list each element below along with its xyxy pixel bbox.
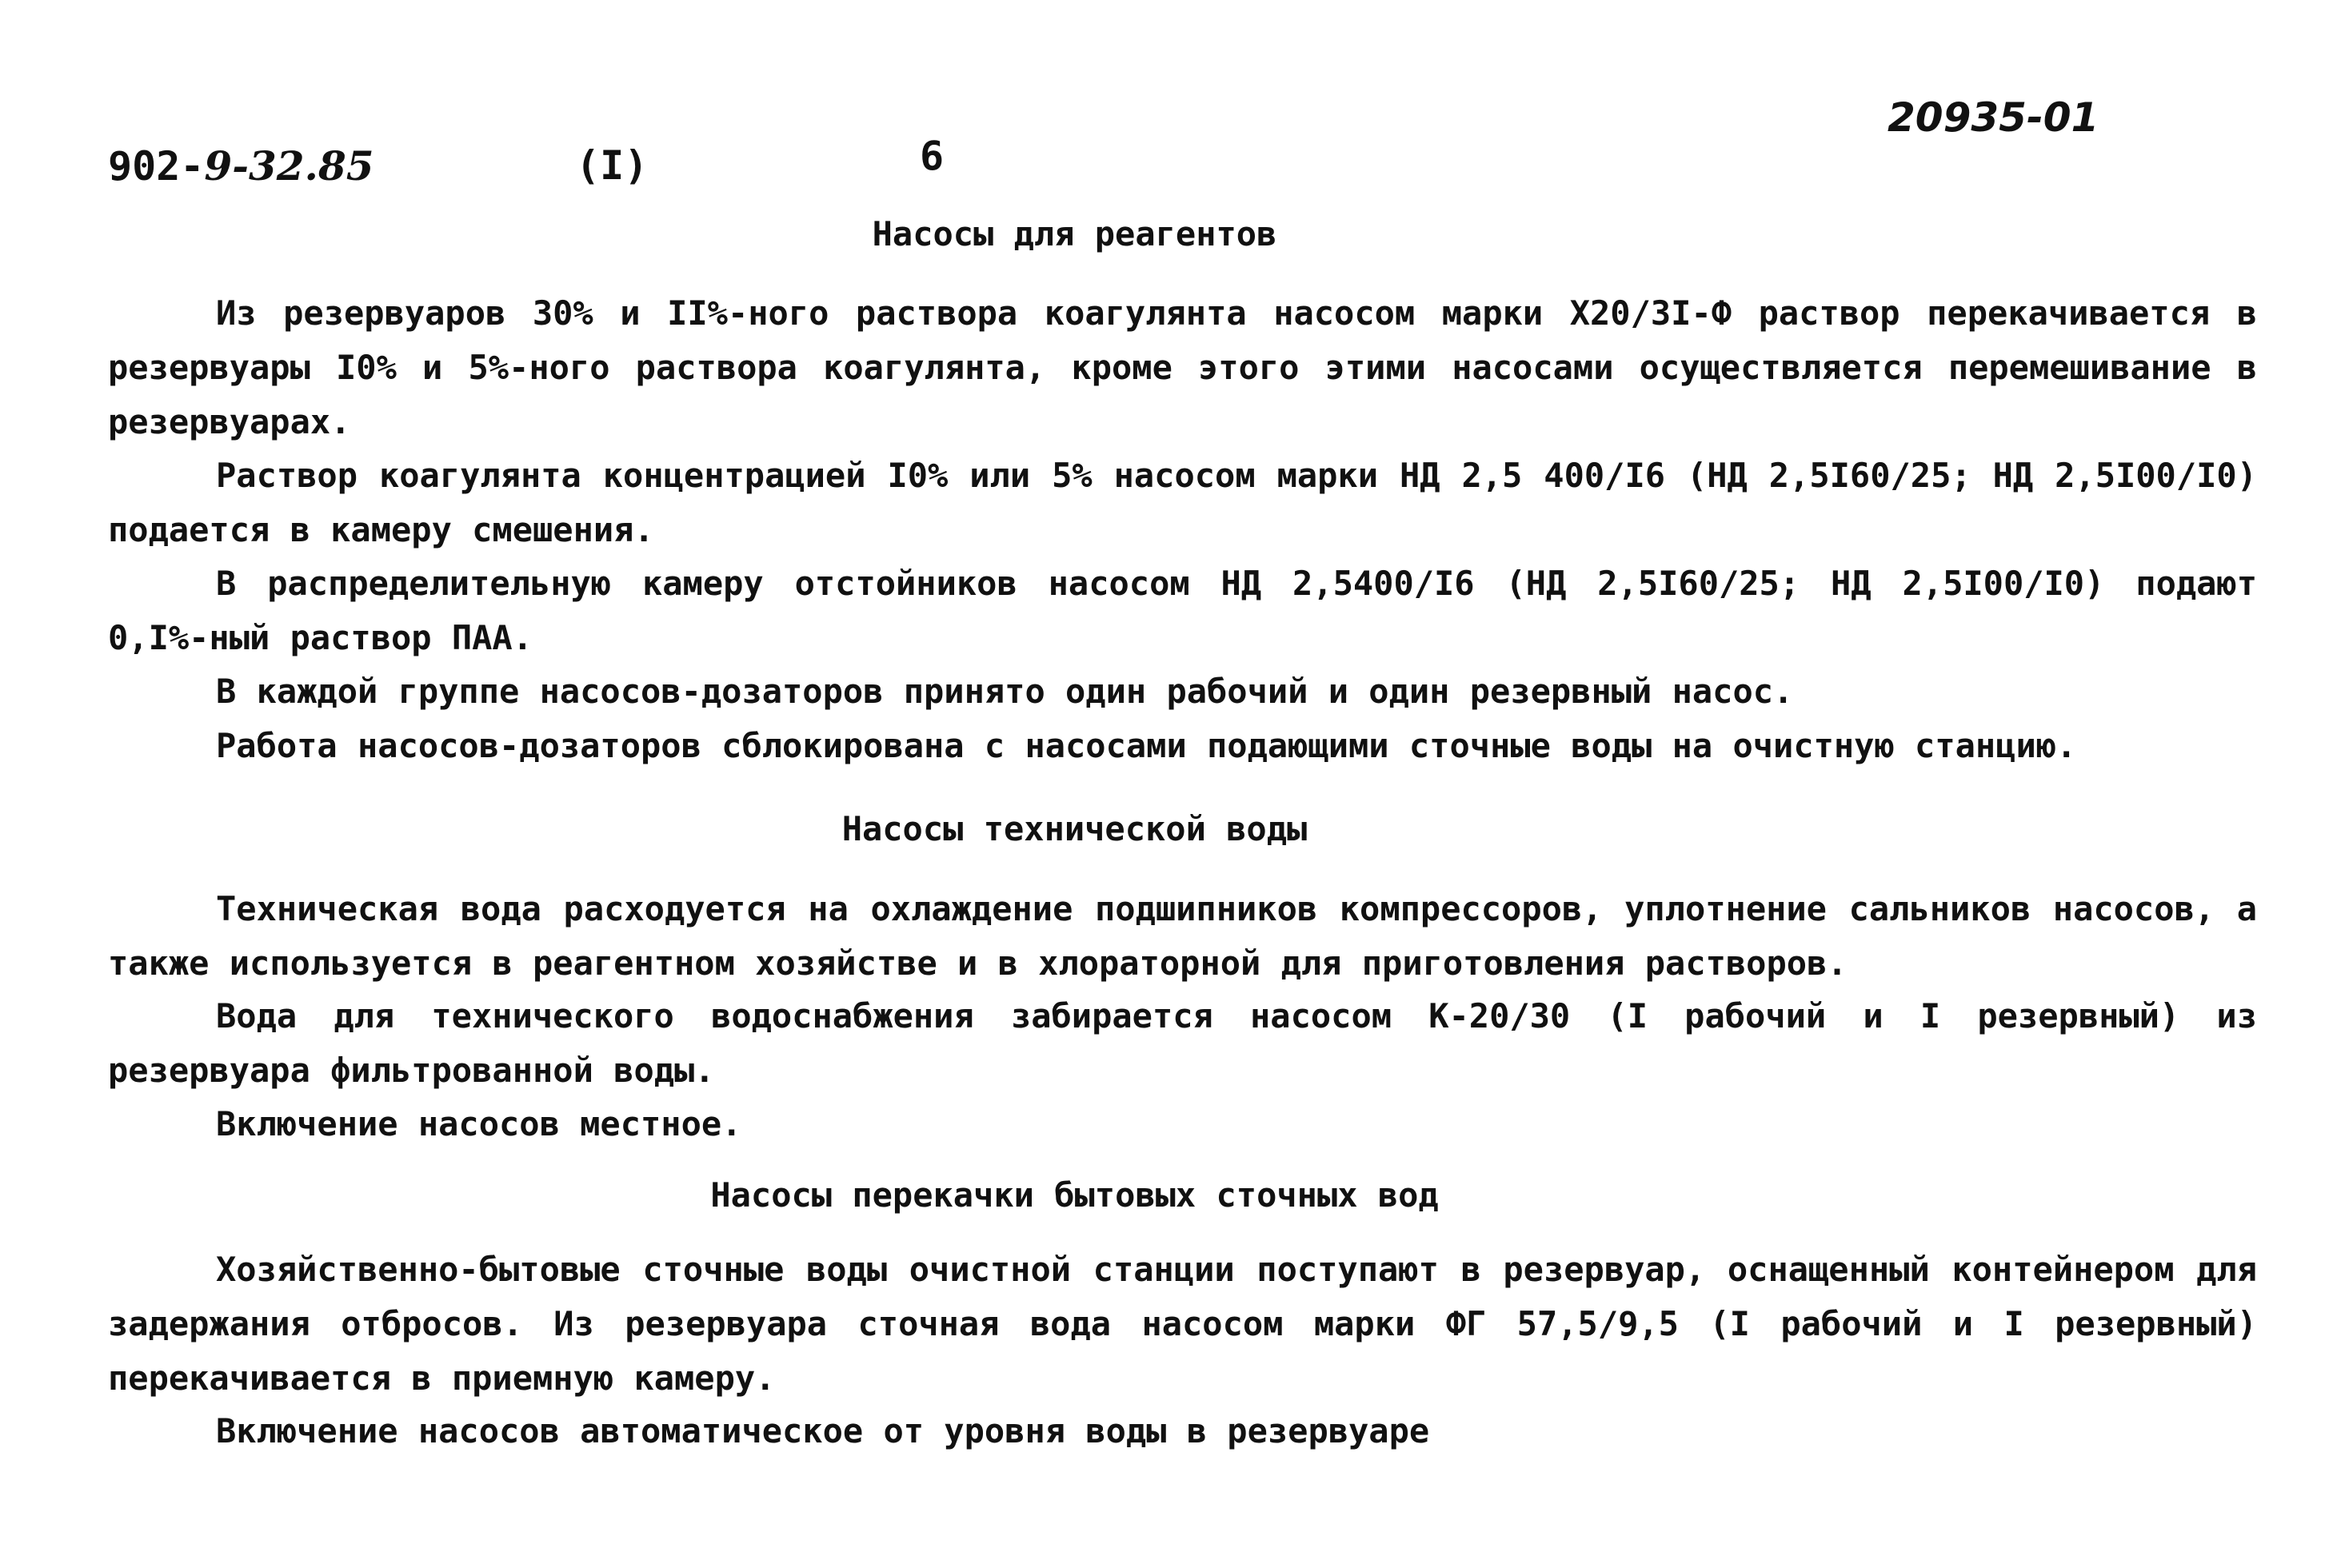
- paragraph: В распределительную камеру отстойников насосом НД 2,5400/I6 (НД 2,5I60/25; НД 2,5I00/I0) подают 0,I%-ный раствор ПАА.: [108, 564, 2257, 657]
- paragraph: В каждой группе насосов-дозаторов принято один рабочий и один резервный насос.: [216, 672, 1794, 711]
- section-title-process-water-pumps: Насосы технической воды: [841, 809, 1308, 848]
- paragraph: Хозяйственно-бытовые сточные воды очистной станции поступают в резервуар, оснащенный контейнером для задержания отбросов. Из резервуара сточная вода насосом марки ФГ 57,5/9,5 (I рабочий и I резервный) перекачивается в приемную камеру.: [108, 1250, 2257, 1398]
- section-title-reagent-pumps: Насосы для реагентов: [872, 214, 1277, 253]
- section-title-domestic-sewage-pumps: Насосы перекачки бытовых сточных вод: [710, 1175, 1439, 1215]
- page-number: 6: [920, 133, 945, 179]
- paragraph: Включение насосов автоматическое от уровня воды в резервуаре: [216, 1411, 1430, 1450]
- paragraph: Из резервуаров 30% и II%-ного раствора коагулянта насосом марки Х20/3I-Ф раствор перекачивается в резервуары I0% и 5%-ного раствора коагулянта, кроме этого этими насосами осуществляется перемешивание в резервуарах.: [108, 293, 2257, 441]
- paragraph: Техническая вода расходуется на охлаждение подшипников компрессоров, уплотнение сальников насосов, а также используется в реагентном хозяйстве и в хлораторной для приготовления растворов.: [108, 889, 2257, 983]
- paragraph: Раствор коагулянта концентрацией I0% или 5% насосом марки НД 2,5 400/I6 (НД 2,5I60/25; НД 2,5I00/I0) подается в камеру смешения.: [108, 456, 2257, 549]
- paragraph: Вода для технического водоснабжения забирается насосом К-20/30 (I рабочий и I резервный) из резервуара фильтрованной воды.: [108, 996, 2257, 1090]
- paragraph: Работа насосов-дозаторов сблокирована с насосами подающими сточные воды на очистную станцию.: [216, 726, 2077, 765]
- document-code: [108, 142, 374, 190]
- paragraph: Включение насосов местное.: [216, 1104, 742, 1143]
- archive-number: 20935-01: [1888, 94, 2099, 141]
- part-number: (I): [576, 142, 649, 189]
- document-code-printed: 902-: [108, 143, 205, 190]
- document-code-handwritten: 9-32.85: [204, 142, 374, 190]
